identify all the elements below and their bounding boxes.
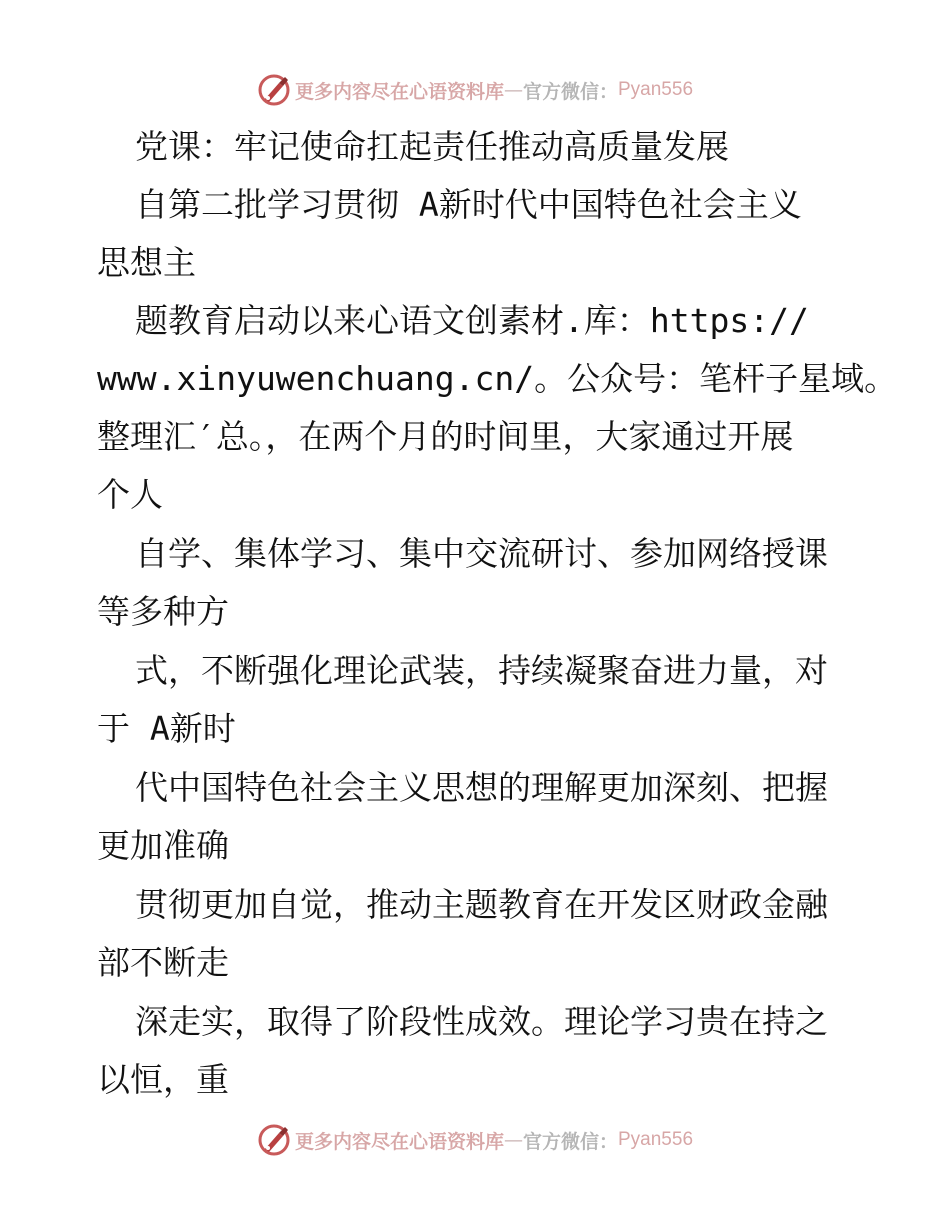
text-line: 题教育启动以来心语文创素材.库：https:// bbox=[135, 301, 809, 340]
banner-dash: — bbox=[503, 79, 523, 101]
text-line: 深走实，取得了阶段性成效。理论学习贵在持之 bbox=[135, 1002, 828, 1041]
banner-official-label: 官方微信： bbox=[522, 1130, 618, 1153]
text-line: 思想主 bbox=[97, 243, 196, 282]
banner-wechat-id: Pyan556 bbox=[618, 1129, 694, 1150]
text-line: 贯彻更加自觉，推动主题教育在开发区财政金融 bbox=[135, 885, 828, 924]
text-line: 自学、集体学习、集中交流研讨、参加网络授课 bbox=[135, 534, 828, 573]
text-line: www.xinyuwenchuang.cn/。公众号：笔杆子星域。 bbox=[97, 359, 898, 398]
text-line: 个人 bbox=[97, 475, 163, 514]
text-line: 自第二批学习贯彻 A新时代中国特色社会主义 bbox=[135, 185, 802, 224]
pen-logo-icon bbox=[257, 1123, 291, 1157]
text-line: 部不断走 bbox=[97, 943, 229, 982]
footer-banner bbox=[0, 1120, 950, 1160]
banner-wechat-id: Pyan556 bbox=[618, 79, 694, 100]
banner-official-label: 官方微信： bbox=[522, 80, 618, 103]
banner-site-text: 更多内容尽在心语资料库 bbox=[294, 1130, 504, 1153]
text-line: 以恒，重 bbox=[97, 1060, 229, 1099]
document-title: 党课：牢记使命扛起责任推动高质量发展 bbox=[135, 127, 729, 166]
text-line: 式，不断强化理论武装，持续凝聚奋进力量，对 bbox=[135, 651, 828, 690]
banner-site-text: 更多内容尽在心语资料库 bbox=[294, 80, 504, 103]
text-line: 于 A新时 bbox=[97, 709, 236, 748]
text-line: 整理汇′总。，在两个月的时间里，大家通过开展 bbox=[97, 417, 794, 456]
banner-dash: — bbox=[503, 1129, 523, 1151]
text-line: 代中国特色社会主义思想的理解更加深刻、把握 bbox=[135, 768, 828, 807]
text-line: 等多种方 bbox=[97, 592, 229, 631]
text-line: 更加准确 bbox=[97, 826, 229, 865]
